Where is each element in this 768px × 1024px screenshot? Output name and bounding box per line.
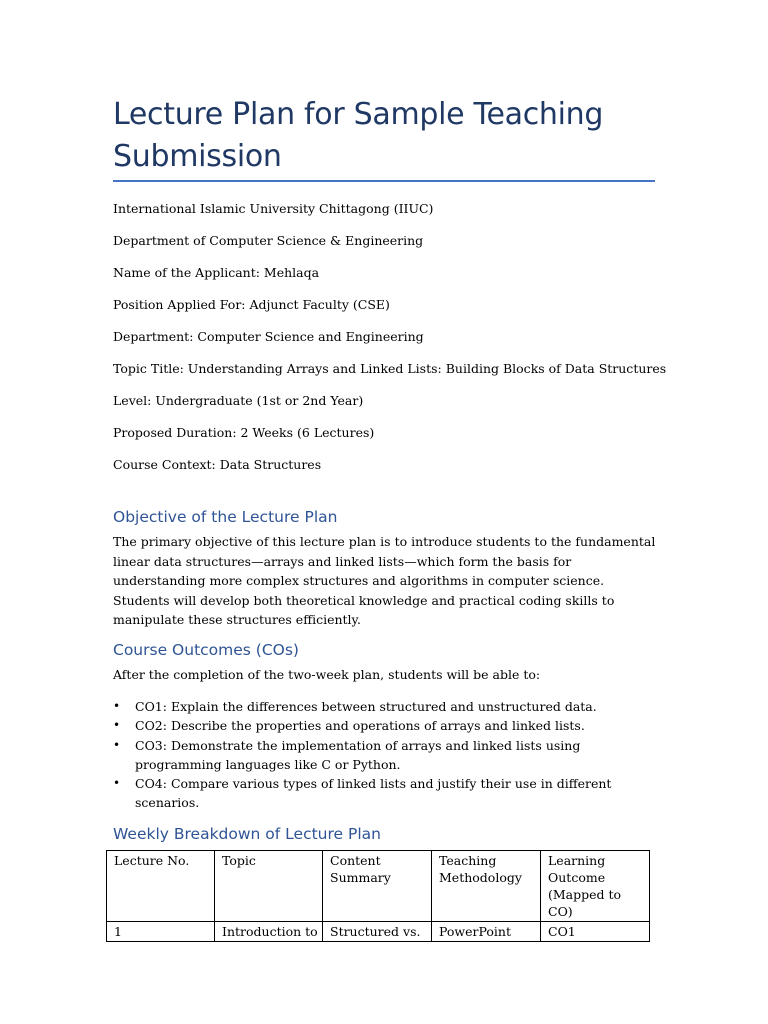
course-outcomes-heading: Course Outcomes (COs) <box>113 641 299 659</box>
list-item <box>113 774 658 813</box>
co-text: CO3: Demonstrate the implementation of arrays and linked lists using programming languages like C or Python. <box>135 737 581 772</box>
course-outcomes-list <box>113 697 658 813</box>
position-line: Position Applied For: Adjunct Faculty (CSE) <box>113 297 390 312</box>
table-cell: 1 <box>107 922 215 942</box>
course-context-line: Course Context: Data Structures <box>113 457 322 472</box>
department-line: Department of Computer Science & Engineering <box>113 233 424 248</box>
table-cell: Structured vs. <box>323 922 432 942</box>
table-cell: CO1 <box>541 922 650 942</box>
table-cell: Introduction to <box>215 922 323 942</box>
department-full-line: Department: Computer Science and Engineering <box>113 329 424 344</box>
duration-line: Proposed Duration: 2 Weeks (6 Lectures) <box>113 425 375 440</box>
list-item <box>113 736 658 775</box>
column-header: Content Summary <box>323 851 432 922</box>
applicant-name-line: Name of the Applicant: Mehlaqa <box>113 265 320 280</box>
bullet-icon: • <box>113 737 121 752</box>
column-header: Teaching Methodology <box>432 851 541 922</box>
table-cell: PowerPoint <box>432 922 541 942</box>
column-header: Learning Outcome (Mapped to CO) <box>541 851 650 922</box>
level-line: Level: Undergraduate (1st or 2nd Year) <box>113 393 364 408</box>
list-item <box>113 697 658 716</box>
lecture-plan-table <box>106 850 650 942</box>
bullet-icon: • <box>113 776 121 791</box>
bullet-icon: • <box>113 718 121 733</box>
list-item <box>113 716 658 735</box>
weekly-breakdown-heading: Weekly Breakdown of Lecture Plan <box>113 825 381 843</box>
co-text: CO4: Compare various types of linked lists and justify their use in different scenarios. <box>135 776 612 811</box>
title-underline-rule <box>113 180 655 182</box>
table-row <box>107 922 650 942</box>
objective-heading: Objective of the Lecture Plan <box>113 508 338 526</box>
column-header: Topic <box>215 851 323 922</box>
objective-paragraph: The primary objective of this lecture plan is to introduce students to the fundamental linear data structures—arrays and linked lists—which form the basis for understanding more complex structures and algorithms in computer science. Students will develop both theoretical knowledge and practical coding skills to manipulate these structures efficiently. <box>113 534 656 627</box>
co-text: CO1: Explain the differences between structured and unstructured data. <box>135 699 597 714</box>
topic-title-line: Topic Title: Understanding Arrays and Linked Lists: Building Blocks of Data Structures <box>113 361 667 376</box>
co-text: CO2: Describe the properties and operations of arrays and linked lists. <box>135 718 585 734</box>
table-header-row <box>107 851 650 922</box>
bullet-icon: • <box>113 699 121 713</box>
university-line: International Islamic University Chittagong (IIUC) <box>113 201 434 216</box>
course-outcomes-intro: After the completion of the two-week plan, students will be able to: <box>113 667 541 682</box>
document-title: Lecture Plan for Sample Teaching Submission <box>113 97 604 174</box>
column-header: Lecture No. <box>107 851 215 922</box>
